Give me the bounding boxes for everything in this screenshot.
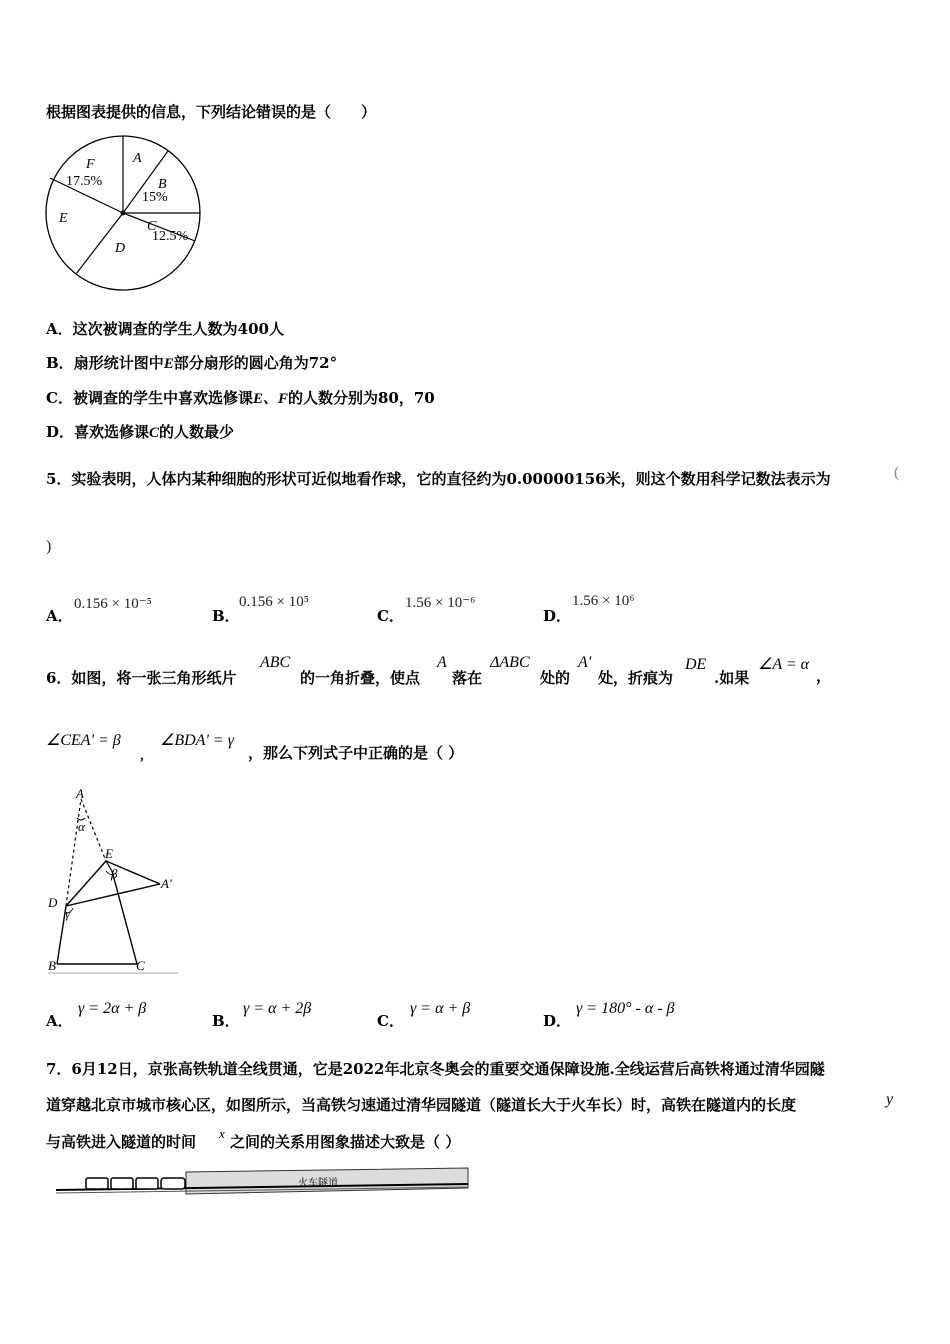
q4-option-b[interactable] (46, 354, 337, 373)
option-letter: A． (46, 320, 73, 338)
q6-text: 的一角折叠，使点 (300, 669, 421, 687)
q4-option-d[interactable] (46, 423, 234, 442)
pie-percent-f: 17.5% (66, 174, 103, 189)
q6-math-angle-a: ∠A = α (758, 656, 810, 673)
q4-stem: 根据图表提供的信息，下列结论错误的是（ ） (46, 103, 377, 121)
q6-text: .如果 (714, 669, 750, 687)
tunnel-figure (56, 1164, 476, 1200)
pie-label-a: A (133, 151, 142, 166)
option-text: 喜欢选修课 (74, 423, 150, 441)
q6-text: ， (140, 748, 153, 762)
q6-math-angle-bda: ∠BDA' = γ (160, 732, 234, 749)
option-letter: C． (46, 389, 73, 407)
pie-label-b: B (158, 177, 167, 192)
q6-option-b-letter[interactable]: B． (212, 1012, 240, 1030)
q4-option-a[interactable] (46, 320, 284, 338)
q5-option-c-letter[interactable]: C． (377, 607, 404, 625)
pie-label-c: C (147, 219, 157, 234)
q6-text: ， (816, 667, 832, 685)
q5-option-b-letter[interactable]: B． (212, 607, 240, 625)
q6-option-c-letter[interactable]: C． (377, 1012, 404, 1030)
q6-math-de: DE (685, 656, 707, 673)
q7-var-y: y (886, 1091, 894, 1108)
point-a: A (76, 786, 84, 801)
pie-label-d: D (115, 241, 126, 256)
q6-text: 落在 (452, 669, 483, 687)
q5-stem: 5．实验表明，人体内某种细胞的形状可近似地看作球，它的直径约为0.00000156米，则这个数用科学记数法表示为 (46, 470, 831, 488)
option-text: 的人数分别为80，70 (287, 389, 435, 407)
q7-var-x: x (219, 1126, 225, 1141)
point-aprime: A' (161, 876, 172, 891)
q6-text: 处，折痕为 (598, 669, 674, 687)
q7-line1: 7．6月12日，京张高铁轨道全线贯通，它是2022年北京冬奥会的重要交通保障设施.全线运营后高铁将通过清华园隧 (46, 1060, 825, 1078)
q6-text: 处的 (540, 669, 571, 687)
fold-triangle-figure (44, 787, 184, 977)
option-text: 扇形统计图中 (73, 354, 164, 372)
q6-option-a-letter[interactable]: A． (46, 1012, 73, 1030)
q6-option-c-math[interactable]: γ = α + β (410, 1000, 471, 1017)
point-b: B (48, 958, 56, 973)
q5-option-a-math[interactable]: 0.156 × 10⁻⁵ (74, 596, 152, 612)
q5-option-d-math[interactable]: 1.56 × 10⁶ (572, 593, 635, 609)
q6-text: 6．如图，将一张三角形纸片 (46, 669, 237, 687)
q6-option-d-math[interactable]: γ = 180° - α - β (576, 1000, 675, 1017)
q6-option-a-math[interactable]: γ = 2α + β (78, 1000, 147, 1017)
q5-option-b-math[interactable]: 0.156 × 10⁵ (239, 594, 309, 610)
q5-option-a-letter[interactable]: A． (46, 607, 73, 625)
q5-paren-open: ( (894, 464, 900, 481)
q7-line3b: 之间的关系用图象描述大致是（ ） (230, 1133, 461, 1151)
q6-math-angle-cea: ∠CEA' = β (46, 732, 121, 749)
q6-option-d-letter[interactable]: D． (543, 1012, 572, 1030)
q5-paren-close: ) (46, 538, 52, 555)
option-text: 部分扇形的圆心角为72° (173, 354, 338, 372)
pie-chart (45, 135, 205, 295)
pie-label-f: F (86, 157, 95, 172)
angle-alpha: α (78, 819, 85, 834)
option-text: 被调查的学生中喜欢选修课 (72, 389, 253, 407)
q4-option-c[interactable] (46, 389, 435, 408)
option-letter: D． (46, 423, 75, 441)
q6-math-a: A (437, 654, 447, 671)
q6-math-aprime: A' (578, 654, 592, 671)
tunnel-label: 火车隧道 (298, 1178, 338, 1189)
q7-line2: 道穿越北京市城市核心区，如图所示，当高铁匀速通过清华园隧道（隧道长大于火车长）时，高铁在隧道内的长度 (46, 1096, 797, 1114)
pie-percent-b: 15% (142, 190, 168, 205)
pie-label-e: E (59, 211, 68, 226)
q5-option-d-letter[interactable]: D． (543, 607, 572, 625)
point-e: E (105, 846, 113, 861)
option-letter: B． (46, 354, 74, 372)
angle-beta: β (111, 866, 118, 881)
point-d: D (48, 895, 58, 910)
option-text: 的人数最少 (159, 423, 235, 441)
q7-line3a: 与高铁进入隧道的时间 (46, 1133, 197, 1151)
q6-text: ，那么下列式子中正确的是（ ） (248, 744, 464, 762)
option-var: E、F (252, 391, 288, 407)
pie-percent-c: 12.5% (152, 229, 189, 244)
q6-math-triangle: ΔABC (490, 654, 530, 671)
point-c: C (136, 958, 145, 973)
option-var: C (149, 425, 160, 441)
angle-gamma: γ (65, 906, 71, 921)
q6-option-b-math[interactable]: γ = α + 2β (243, 1000, 312, 1017)
option-var: E (163, 356, 174, 372)
q5-option-c-math[interactable]: 1.56 × 10⁻⁶ (405, 595, 476, 611)
q6-math-abc: ABC (260, 654, 291, 671)
option-text: 这次被调查的学生人数为400人 (72, 320, 284, 338)
